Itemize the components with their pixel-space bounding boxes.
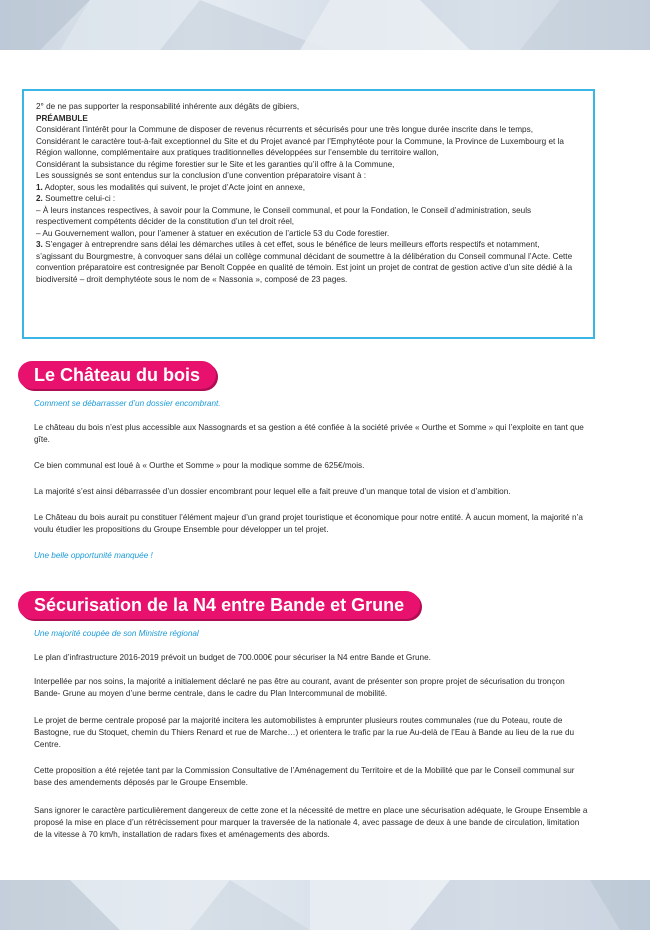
footer-banner: [0, 880, 650, 930]
n4-paragraph-1: Le plan d’infrastructure 2016-2019 prévoit un budget de 700.000€ pour sécuriser la N4 entre Bande et Grune.: [34, 653, 431, 662]
chateau-paragraph-1: Le château du bois n’est plus accessible aux Nassognards et sa gestion a été confiée à la société privée « Ourthe et Somme » qui l’exploite en tant que gîte.: [34, 423, 584, 444]
chateau-paragraph-4: Le Château du bois aurait pu constituer l’élément majeur d’un grand projet touristique et économique pour notre entité. À aucun moment, la majorité n’a voulu étudier les propositions du Groupe Ensemble pour développer un tel projet.: [34, 513, 583, 534]
section-subtitle-n4: Une majorité coupée de son Ministre régional: [34, 629, 199, 638]
box-num-text: S’engager à entreprendre sans délai les démarches utiles à cet effet, sous le bénéfice de leurs meilleurs efforts respectifs et notamment, s’agissant du Bourgmestre, à convoquer sans délai un collège communal décidant de soumettre à la délibération du Conseil communal l’Acte. Cette convention préparatoire est contresignée par Benoît Coppée en qualité de témoin. Est joint un projet de contrat de gestion active d’un site dédié à la biodiversité – droit demphytéote sous le nom de « Nassonia », composé de 23 pages.: [36, 240, 573, 284]
box-num-label: 1.: [36, 182, 43, 192]
box-line-5: Considérant la subsistance du régime forestier sur le Site et les garanties qu’il offre à la Commune,: [36, 159, 395, 169]
box-numbered-2: [36, 193, 575, 205]
section-title-n4: Sécurisation de la N4 entre Bande et Grune: [18, 591, 420, 619]
chateau-paragraph-2: Ce bien communal est loué à « Ourthe et Somme » pour la modique somme de 625€/mois.: [34, 461, 365, 470]
box-num-text: Soumettre celui-ci :: [42, 194, 116, 203]
box-line-9: – À leurs instances respectives, à savoir pour la Commune, le Conseil communal, et pour la Fondation, le Conseil d’administration, seuls respectivement compétents décider de la constitution d’un tel droit réel,: [36, 205, 532, 226]
section-subtitle-chateau: Comment se débarrasser d’un dossier encombrant.: [34, 399, 221, 408]
box-line-6: Les soussignés se sont entendus sur la conclusion d’une convention préparatoire visant à :: [36, 171, 366, 180]
n4-paragraph-5: Sans ignorer le caractère particulièrement dangereux de cette zone et la nécessité de mettre en place une sécurisation adéquate, le Groupe Ensemble a proposé la mise en place d’un rétrécissement pour marquer la traversée de la nationale 4, avec passage de deux à une bande de circulation, limitation de la vitesse à 70 km/h, installation de radars fixes et aménagements des abords.: [34, 806, 588, 839]
box-numbered-1: [36, 182, 575, 194]
box-num-label: 3.: [36, 240, 43, 249]
box-heading-preambule: PRÉAMBULE: [36, 113, 88, 123]
box-line-10: – Au Gouvernement wallon, pour l’amener à statuer en exécution de l’article 53 du Code forestier.: [36, 228, 390, 238]
n4-paragraph-3: Le projet de berme centrale proposé par la majorité incitera les automobilistes à emprunter plusieurs routes communales (rue du Poteau, route de Bastogne, rue du Stoquet, chemin du Thiers Renard et rue de Marche…) et orientera le trafic par la rue Au-delà de l’Eau à Bande au lieu de la rue du Centre.: [34, 716, 575, 749]
box-line-4: Considérant le caractère tout-à-fait exceptionnel du Site et du Projet avancé par l’Emphytéote pour la Commune, la Province de Luxembourg et la Région wallonne, complémentaire aux pratiques traditionnelles développées sur l’ensemble du territoire wallon,: [36, 136, 564, 157]
chateau-closing: Une belle opportunité manquée !: [34, 551, 153, 560]
box-num-text: Adopter, sous les modalités qui suivent, le projet d’Acte joint en annexe,: [42, 182, 306, 192]
n4-paragraph-2: Interpellée par nos soins, la majorité a initialement déclaré ne pas être au courant, avant de présenter son propre projet de sécurisation du tronçon Bande- Grune au moyen d’une berme centrale, dans le cadre du Plan Intercommunal de mobilité.: [34, 677, 565, 698]
n4-paragraph-4: Cette proposition a été rejetée tant par la Commission Consultative de l’Aménagement du Territoire et de la Mobilité que par le Conseil communal sur base des amendements déposés par le Groupe Ensemble.: [34, 766, 575, 787]
chateau-paragraph-3: La majorité s’est ainsi débarrassée d’un dossier encombrant pour lequel elle a fait preuve d’un manque total de vision et d’ambition.: [34, 487, 511, 496]
footer-banner-pattern: [0, 880, 650, 930]
convention-box: [22, 89, 595, 339]
header-banner: [0, 0, 650, 50]
section-title-chateau: Le Château du bois: [18, 361, 216, 389]
box-num-label: 2.: [36, 194, 43, 203]
box-numbered-3: [36, 239, 575, 285]
header-banner-pattern: [0, 0, 650, 50]
box-line-3: Considérant l’intérêt pour la Commune de disposer de revenus récurrents et sécurisés pour une très longue durée inscrite dans le temps,: [36, 125, 533, 134]
box-line-1: 2° de ne pas supporter la responsabilité inhérente aux dégâts de gibiers,: [36, 102, 300, 111]
